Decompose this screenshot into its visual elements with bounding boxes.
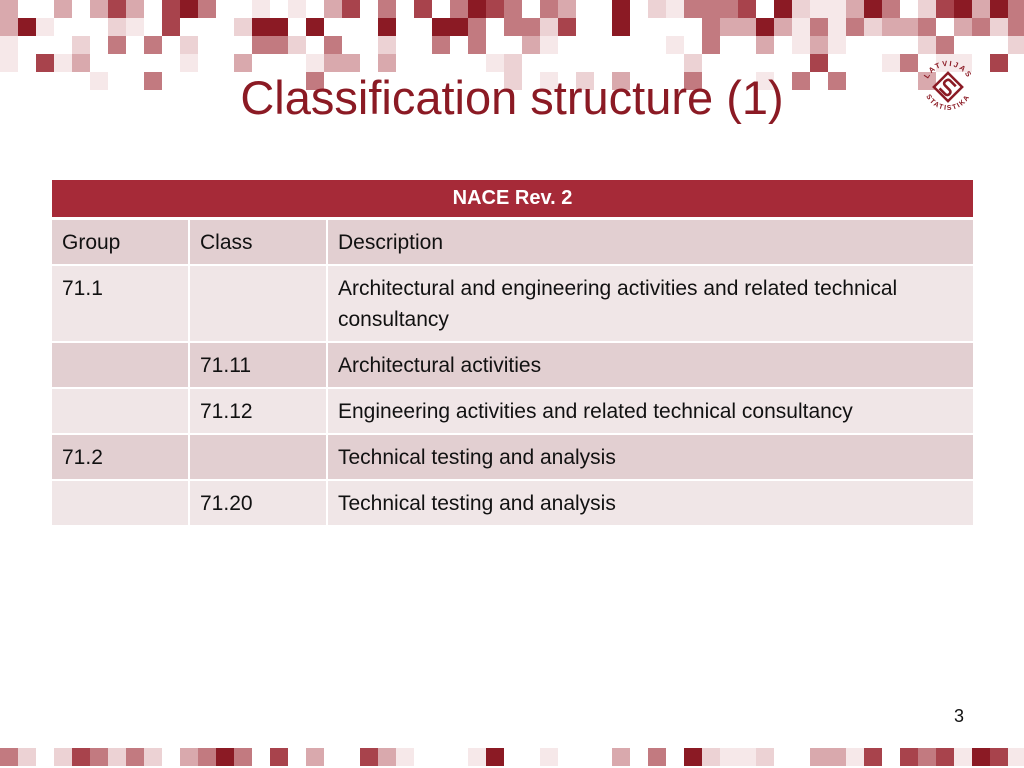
mosaic-square [558,18,576,36]
mosaic-square [702,18,720,36]
mosaic-square [666,0,684,18]
mosaic-square [846,0,864,18]
cell-class: 71.11 [189,342,327,388]
mosaic-square [378,36,396,54]
mosaic-square [558,0,576,18]
cell-group [52,388,189,434]
mosaic-square [828,0,846,18]
mosaic-square [738,748,756,766]
mosaic-square [180,748,198,766]
mosaic-square [810,0,828,18]
mosaic-square [684,748,702,766]
mosaic-square [486,0,504,18]
mosaic-square [198,748,216,766]
mosaic-square [990,18,1008,36]
mosaic-square [936,36,954,54]
mosaic-square [108,0,126,18]
mosaic-square [990,748,1008,766]
nace-classification-table [52,180,973,527]
mosaic-square [882,18,900,36]
cell-class [189,265,327,342]
cell-group [52,342,189,388]
table-column-header-row [52,219,973,266]
mosaic-square [180,36,198,54]
slide-title: Classification structure (1) [240,71,784,124]
mosaic-square [810,36,828,54]
mosaic-square [198,0,216,18]
mosaic-square [702,36,720,54]
mosaic-square [108,748,126,766]
cell-class: 71.12 [189,388,327,434]
mosaic-square [918,18,936,36]
mosaic-square [918,748,936,766]
mosaic-square [954,18,972,36]
mosaic-square [378,18,396,36]
mosaic-square [252,0,270,18]
mosaic-square [648,0,666,18]
mosaic-square [108,18,126,36]
mosaic-square [1008,18,1024,36]
mosaic-square [792,18,810,36]
mosaic-square [702,0,720,18]
mosaic-square [936,748,954,766]
mosaic-square [126,18,144,36]
mosaic-square [1008,748,1024,766]
mosaic-square [306,18,324,36]
mosaic-square [36,18,54,36]
mosaic-square [270,18,288,36]
mosaic-square [1008,0,1024,18]
bottom-decorative-mosaic [0,748,1024,768]
mosaic-square [270,36,288,54]
column-header-description: Description [327,219,973,266]
mosaic-square [18,748,36,766]
mosaic-square [774,18,792,36]
mosaic-square [918,36,936,54]
mosaic-square [288,0,306,18]
mosaic-square [648,748,666,766]
mosaic-square [756,748,774,766]
table-header-nace: NACE Rev. 2 [52,180,973,219]
mosaic-square [252,18,270,36]
svg-text:LATVIJAS: LATVIJAS [921,58,975,80]
mosaic-square [54,748,72,766]
mosaic-square [378,0,396,18]
mosaic-square [810,748,828,766]
mosaic-square [522,18,540,36]
mosaic-square [360,748,378,766]
mosaic-square [504,0,522,18]
mosaic-square [720,748,738,766]
mosaic-square [828,748,846,766]
cell-group: 71.2 [52,434,189,480]
cell-description: Technical testing and analysis [327,434,973,480]
mosaic-square [108,36,126,54]
mosaic-square [702,748,720,766]
mosaic-square [288,36,306,54]
mosaic-square [234,748,252,766]
mosaic-square [72,36,90,54]
cell-description: Architectural and engineering activities and related technical consultancy [327,265,973,342]
mosaic-square [1008,36,1024,54]
mosaic-square [252,36,270,54]
mosaic-square [684,0,702,18]
mosaic-square [468,0,486,18]
mosaic-square [126,0,144,18]
mosaic-square [864,748,882,766]
mosaic-square [972,18,990,36]
mosaic-square [828,36,846,54]
cell-description: Architectural activities [327,342,973,388]
mosaic-square [756,36,774,54]
mosaic-square [990,0,1008,18]
mosaic-square [342,0,360,18]
svg-text:STATISTIKA: STATISTIKA [924,93,972,113]
mosaic-square [126,748,144,766]
logo-icon [916,54,980,118]
mosaic-square [468,36,486,54]
mosaic-square [792,36,810,54]
table-row [52,434,973,480]
cell-class [189,434,327,480]
page-number: 3 [953,706,964,726]
mosaic-square [270,748,288,766]
table-row [52,388,973,434]
mosaic-square [450,0,468,18]
mosaic-square [432,36,450,54]
mosaic-square [864,0,882,18]
mosaic-square [774,0,792,18]
mosaic-square [972,748,990,766]
mosaic-square [540,0,558,18]
mosaic-square [864,18,882,36]
mosaic-square [468,18,486,36]
mosaic-square [0,36,18,54]
mosaic-square [972,0,990,18]
mosaic-square [306,748,324,766]
mosaic-square [612,0,630,18]
mosaic-square [738,18,756,36]
mosaic-square [432,18,450,36]
mosaic-square [522,36,540,54]
mosaic-square [900,748,918,766]
mosaic-square [162,0,180,18]
latvijas-statistika-logo [916,54,980,118]
mosaic-square [504,18,522,36]
mosaic-square [72,748,90,766]
mosaic-square [792,0,810,18]
mosaic-square [882,0,900,18]
mosaic-square [378,748,396,766]
mosaic-square [846,748,864,766]
mosaic-square [738,0,756,18]
mosaic-square [396,748,414,766]
mosaic-square [0,18,18,36]
mosaic-square [954,0,972,18]
mosaic-square [414,0,432,18]
mosaic-square [720,18,738,36]
cell-group: 71.1 [52,265,189,342]
cell-class: 71.20 [189,480,327,526]
cell-group [52,480,189,526]
table-row [52,342,973,388]
mosaic-square [18,18,36,36]
column-header-class: Class [189,219,327,266]
mosaic-square [162,18,180,36]
mosaic-square [450,18,468,36]
mosaic-square [468,748,486,766]
cell-description: Engineering activities and related technical consultancy [327,388,973,434]
mosaic-square [954,748,972,766]
mosaic-square [720,0,738,18]
mosaic-square [324,36,342,54]
mosaic-square [540,18,558,36]
mosaic-square [540,748,558,766]
mosaic-square [54,0,72,18]
mosaic-square [324,0,342,18]
mosaic-square [540,36,558,54]
mosaic-square [0,0,18,18]
mosaic-square [90,0,108,18]
mosaic-square [666,36,684,54]
mosaic-square [90,748,108,766]
mosaic-square [612,748,630,766]
mosaic-square [846,18,864,36]
mosaic-square [486,748,504,766]
mosaic-square [828,18,846,36]
mosaic-square [900,18,918,36]
mosaic-square [180,0,198,18]
table-row [52,480,973,526]
mosaic-square [936,0,954,18]
table-row [52,265,973,342]
column-header-group: Group [52,219,189,266]
mosaic-square [144,36,162,54]
mosaic-square [918,0,936,18]
mosaic-square [216,748,234,766]
mosaic-square [144,748,162,766]
mosaic-square [612,18,630,36]
cell-description: Technical testing and analysis [327,480,973,526]
mosaic-square [810,18,828,36]
mosaic-square [0,748,18,766]
mosaic-square [756,18,774,36]
mosaic-square [234,18,252,36]
